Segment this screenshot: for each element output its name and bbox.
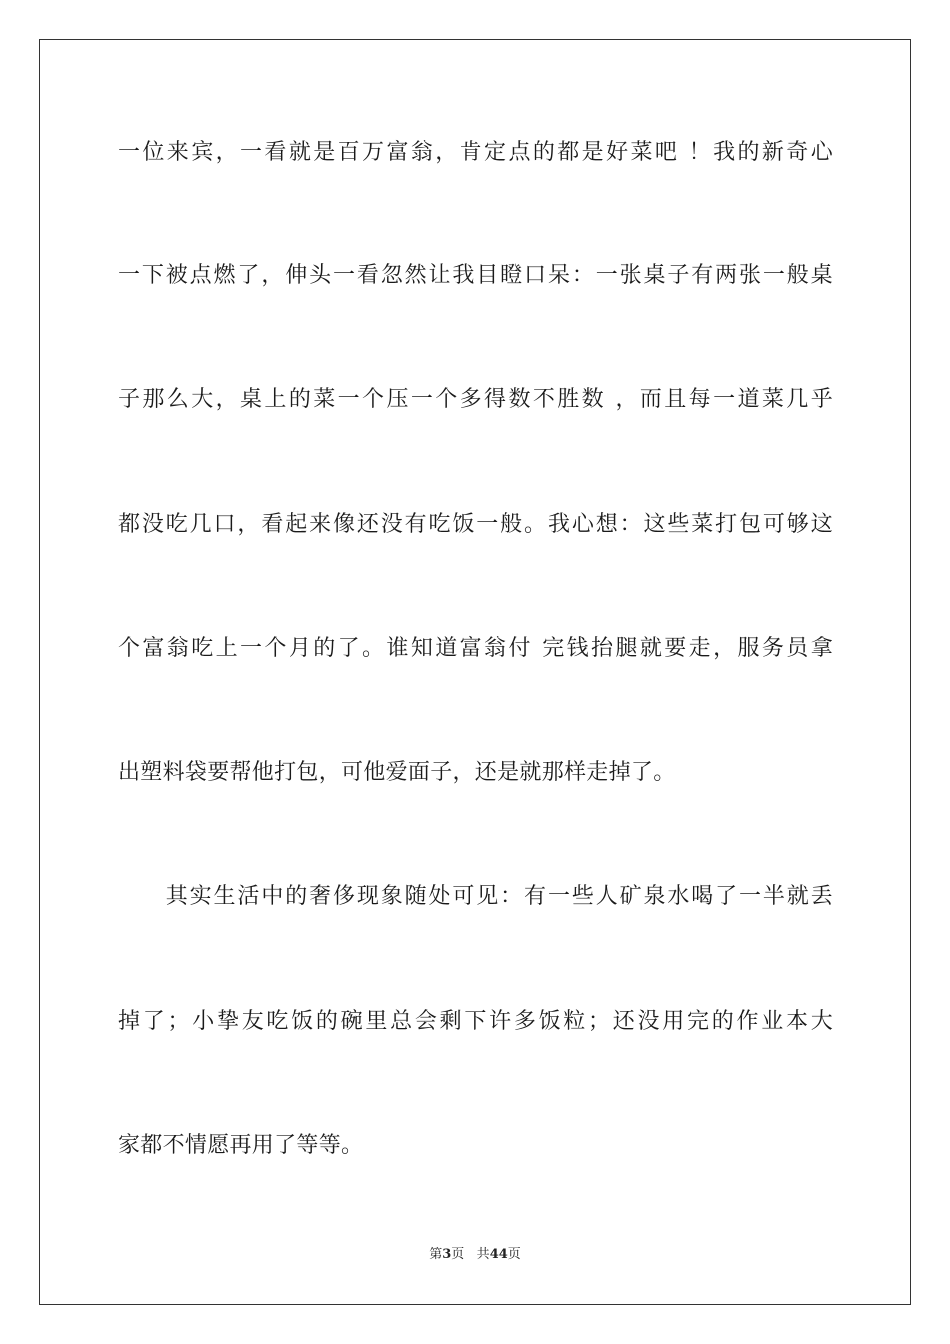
body-text-line-7: 其实生活中的奢侈现象随处可见：有一些人矿泉水喝了一半就丢: [118, 884, 833, 909]
footer-page-suffix: 页: [451, 1247, 465, 1262]
page-border: [39, 39, 911, 1305]
body-text-line-5: 个富翁吃上一个月的了。谁知道富翁付 完钱抬腿就要走，服务员拿: [118, 636, 833, 661]
body-text-line-1: 一位来宾，一看就是百万富翁，肯定点的都是好菜吧 ！我的新奇心: [118, 140, 833, 165]
body-text-line-6: 出塑料袋要帮他打包，可他爱面子，还是就那样走掉了。: [118, 760, 676, 785]
body-text-line-3: 子那么大，桌上的菜一个压一个多得数不胜数 ，而且每一道菜几乎: [118, 387, 833, 412]
body-text-line-2: 一下被点燃了，伸头一看忽然让我目瞪口呆：一张桌子有两张一般桌: [118, 263, 833, 288]
footer-total-prefix: 共: [476, 1247, 490, 1262]
body-text-line-8: 掉了；小挚友吃饭的碗里总会剩下许多饭粒；还没用完的作业本大: [118, 1009, 833, 1034]
body-text-line-4: 都没吃几口，看起来像还没有吃饭一般。我心想：这些菜打包可够这: [118, 512, 833, 537]
footer-prefix: 第: [429, 1247, 443, 1262]
current-page-number: 3: [442, 1247, 452, 1262]
footer-total-suffix: 页: [507, 1247, 521, 1262]
page-footer: [0, 1246, 950, 1264]
total-page-count: 44: [489, 1247, 508, 1262]
body-text-line-9: 家都不情愿再用了等等。: [118, 1133, 364, 1158]
